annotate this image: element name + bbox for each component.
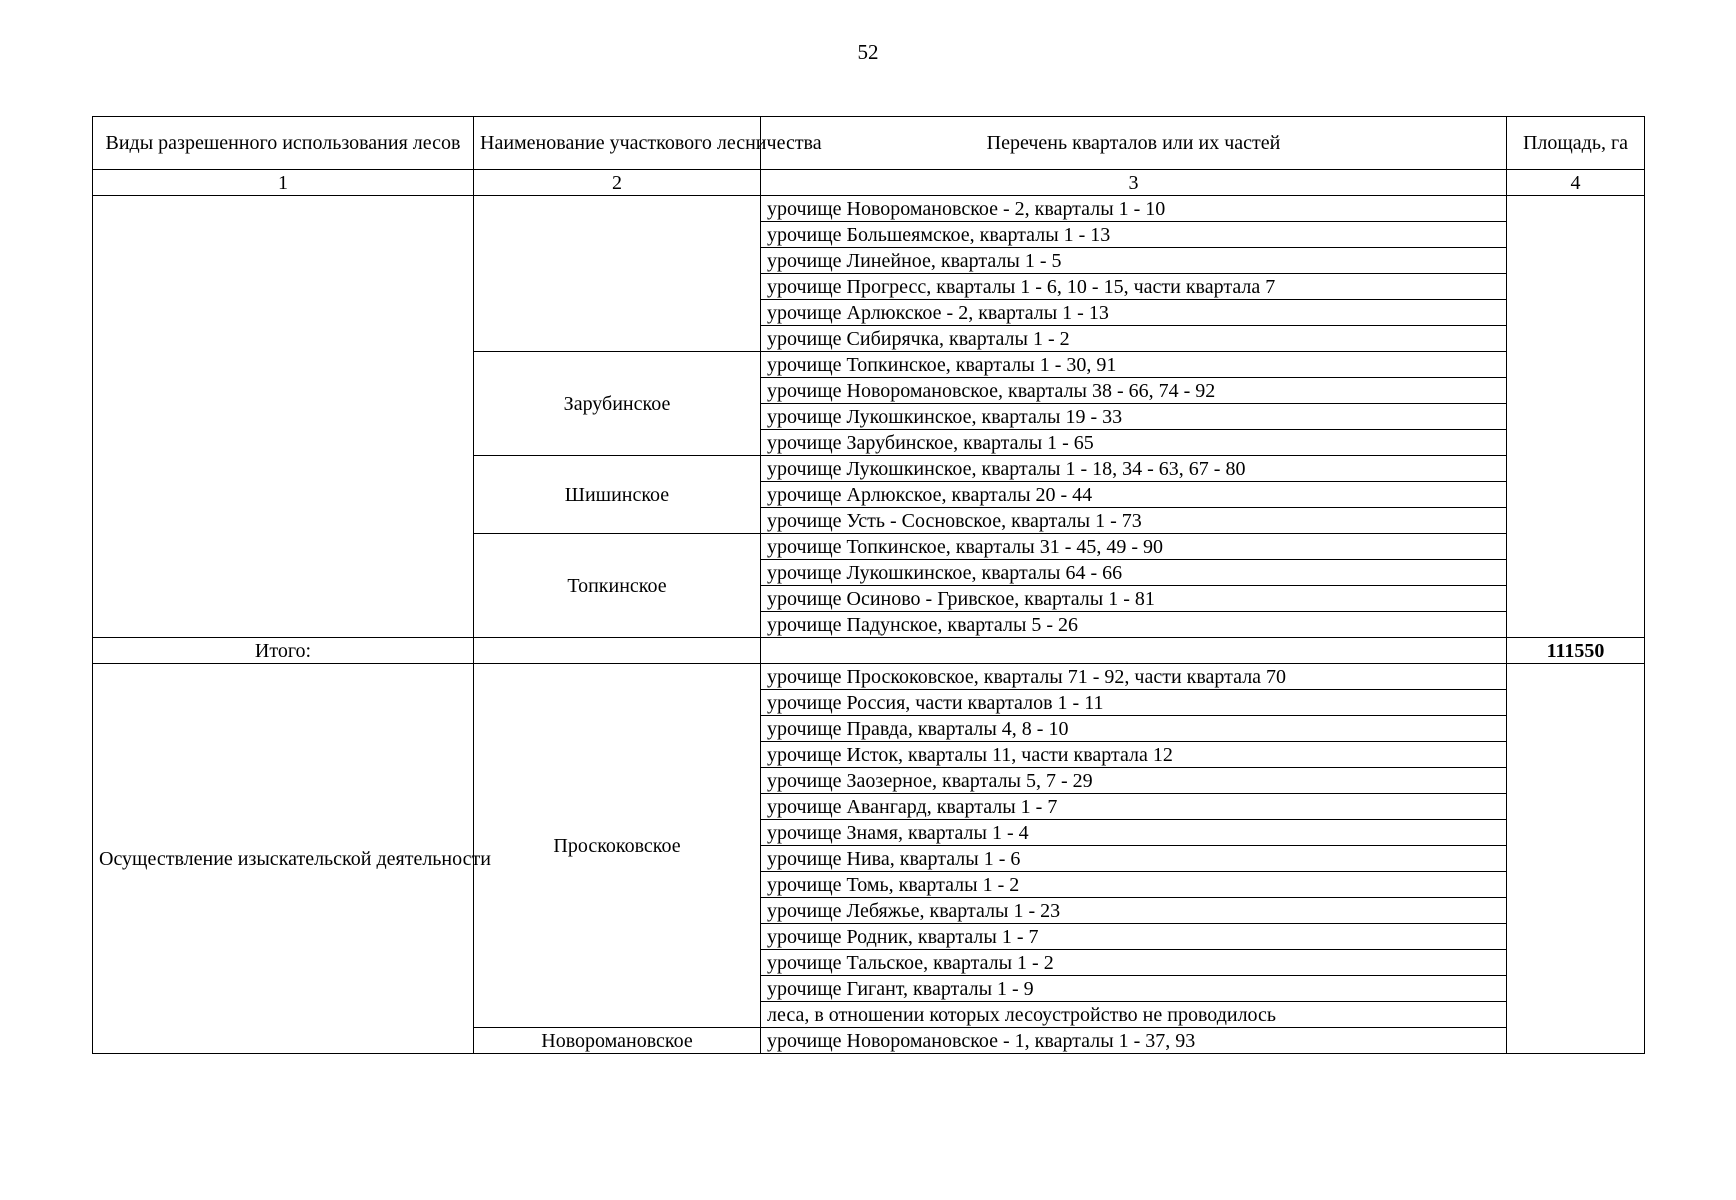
quarter-item: урочище Новоромановское - 1, кварталы 1 - 37, 93 xyxy=(761,1028,1507,1054)
quarter-item: урочище Арлюкское - 2, кварталы 1 - 13 xyxy=(761,300,1507,326)
quarter-item: урочище Топкинское, кварталы 31 - 45, 49 - 90 xyxy=(761,534,1507,560)
quarter-item: урочище Осиново - Гривское, кварталы 1 - 81 xyxy=(761,586,1507,612)
quarter-item: урочище Зарубинское, кварталы 1 - 65 xyxy=(761,430,1507,456)
use-type-survey-activity: Осуществление изыскательской деятельности xyxy=(93,664,474,1054)
quarter-item: урочище Заозерное, кварталы 5, 7 - 29 xyxy=(761,768,1507,794)
page-number: 52 xyxy=(857,40,879,64)
quarter-item: урочище Новоромановское, кварталы 38 - 66, 74 - 92 xyxy=(761,378,1507,404)
column-number: 1 xyxy=(93,170,474,196)
header-row xyxy=(93,117,1645,170)
quarter-item: урочище Исток, кварталы 11, части квартала 12 xyxy=(761,742,1507,768)
column-number: 4 xyxy=(1507,170,1645,196)
forestry-name-novoromanovskoe: Новоромановское xyxy=(474,1028,761,1054)
quarter-item: урочище Топкинское, кварталы 1 - 30, 91 xyxy=(761,352,1507,378)
quarter-item: урочище Лукошкинское, кварталы 64 - 66 xyxy=(761,560,1507,586)
forestry-name-shishinskoe: Шишинское xyxy=(474,456,761,534)
area-cell xyxy=(1507,664,1645,1054)
quarter-item: урочище Родник, кварталы 1 - 7 xyxy=(761,924,1507,950)
header-area: Площадь, га xyxy=(1507,117,1645,170)
quarter-item: урочище Томь, кварталы 1 - 2 xyxy=(761,872,1507,898)
forestry-name-zarubinskoe: Зарубинское xyxy=(474,352,761,456)
header-forestry-name: Наименование участкового лесничества xyxy=(474,117,761,170)
forestry-name-proskokovskoe: Проскоковское xyxy=(474,664,761,1028)
quarter-item: урочище Россия, части кварталов 1 - 11 xyxy=(761,690,1507,716)
quarter-item: урочище Лукошкинское, кварталы 19 - 33 xyxy=(761,404,1507,430)
quarter-item: урочище Новоромановское - 2, кварталы 1 - 10 xyxy=(761,196,1507,222)
quarter-item: урочище Лебяжье, кварталы 1 - 23 xyxy=(761,898,1507,924)
quarter-item: урочище Проскоковское, кварталы 71 - 92, части квартала 70 xyxy=(761,664,1507,690)
quarter-item: леса, в отношении которых лесоустройство не проводилось xyxy=(761,1002,1507,1028)
quarter-item: урочище Правда, кварталы 4, 8 - 10 xyxy=(761,716,1507,742)
column-number: 3 xyxy=(761,170,1507,196)
total-row xyxy=(93,638,1645,664)
use-type-cell xyxy=(93,196,474,638)
quarter-item: урочище Знамя, кварталы 1 - 4 xyxy=(761,820,1507,846)
area-cell xyxy=(1507,196,1645,638)
quarter-item: урочище Падунское, кварталы 5 - 26 xyxy=(761,612,1507,638)
quarter-item: урочище Усть - Сосновское, кварталы 1 - 73 xyxy=(761,508,1507,534)
forestry-name-topkinskoe: Топкинское xyxy=(474,534,761,638)
quarter-item: урочище Арлюкское, кварталы 20 - 44 xyxy=(761,482,1507,508)
quarter-item: урочище Большеямское, кварталы 1 - 13 xyxy=(761,222,1507,248)
total-label: Итого: xyxy=(93,638,474,664)
header-quarters-list: Перечень кварталов или их частей xyxy=(761,117,1507,170)
quarter-item: урочище Нива, кварталы 1 - 6 xyxy=(761,846,1507,872)
column-number: 2 xyxy=(474,170,761,196)
quarter-item: урочище Тальское, кварталы 1 - 2 xyxy=(761,950,1507,976)
quarter-item: урочище Прогресс, кварталы 1 - 6, 10 - 15, части квартала 7 xyxy=(761,274,1507,300)
quarter-item: урочище Лукошкинское, кварталы 1 - 18, 34 - 63, 67 - 80 xyxy=(761,456,1507,482)
quarter-item: урочище Линейное, кварталы 1 - 5 xyxy=(761,248,1507,274)
header-use-type: Виды разрешенного использования лесов xyxy=(93,117,474,170)
quarter-item: урочище Авангард, кварталы 1 - 7 xyxy=(761,794,1507,820)
table-row xyxy=(93,196,1645,222)
column-number-row xyxy=(93,170,1645,196)
total-empty-cell xyxy=(761,638,1507,664)
forestry-cell xyxy=(474,196,761,352)
table-row xyxy=(93,664,1645,690)
total-empty-cell xyxy=(474,638,761,664)
quarter-item: урочище Гигант, кварталы 1 - 9 xyxy=(761,976,1507,1002)
quarter-item: урочище Сибирячка, кварталы 1 - 2 xyxy=(761,326,1507,352)
forest-use-table xyxy=(92,116,1645,1054)
total-area-value: 111550 xyxy=(1507,638,1645,664)
